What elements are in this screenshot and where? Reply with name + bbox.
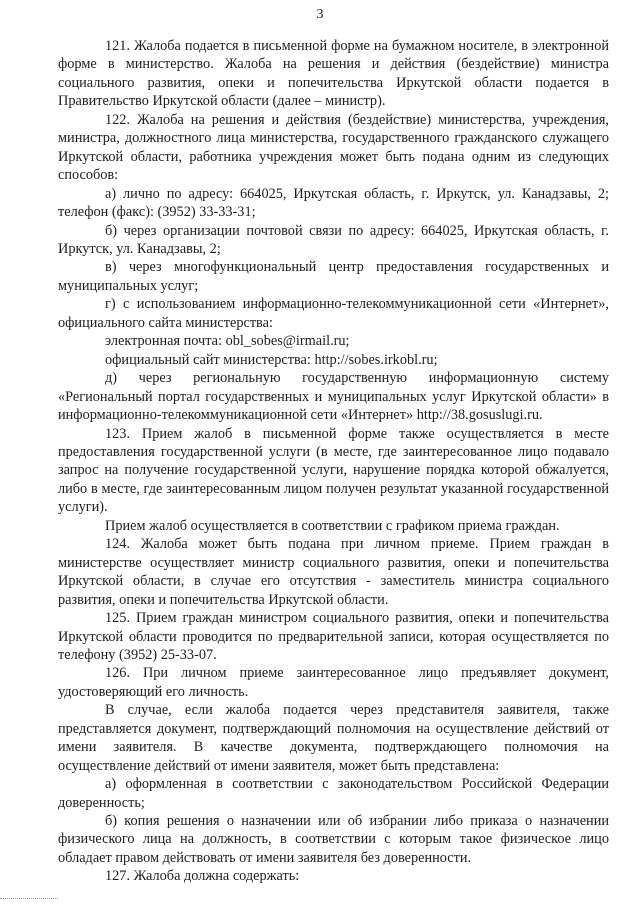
paragraph-126: 126. При личном приеме заинтересованное лицо предъявляет документ, удостоверяющий его личность. <box>58 665 609 700</box>
paragraph-125: 125. Прием граждан министром социального развития, опеки и попечительства Иркутской области проводится по предварительной записи, которая осуществляется по телефону (3952) 25-33-07. <box>58 610 609 663</box>
paragraph-123-schedule: Прием жалоб осуществляется в соответствии с графиком приема граждан. <box>105 517 560 534</box>
paragraph-123: 123. Прием жалоб в письменной форме также осуществляется в месте предоставления государственной услуги (в месте, где заинтересованное лицо подавало запрос на получение государственной услуги, нарушение порядка которой обжалуется, либо в месте, где заинтересованным лицом получен результат указанной государственной услуги). <box>58 425 609 516</box>
paragraph-127: 127. Жалоба должна содержать: <box>105 868 300 885</box>
paragraph-122-d: г) с использованием информационно-телекоммуникационной сети «Интернет», официального сайта министерства: <box>58 296 609 331</box>
paragraph-122-b: б) через организации почтовой связи по адресу: 664025, Иркутская область, г. Иркутск, ул. Канадзавы, 2; <box>58 222 609 257</box>
paragraph-122-c: в) через многофункциональный центр предоставления государственных и муниципальных услуг; <box>58 259 609 294</box>
document-body <box>58 37 609 886</box>
paragraph-122: 122. Жалоба на решения и действия (бездействие) министерства, учреждения, министра, должностного лица министерства, государственного гражданского служащего Иркутской области, работника учреждения может быть подана одним из следующих способов: <box>58 111 609 184</box>
paragraph-126-representative: В случае, если жалоба подается через представителя заявителя, также представляется документ, подтверждающий полномочия на осуществление действий от имени заявителя. В качестве документа, подтверждающего полномочия на осуществление действий от имени заявителя, может быть представлена: <box>58 702 609 774</box>
footer-divider <box>0 898 58 899</box>
paragraph-122-e: д) через региональную государственную информационную систему «Региональный портал государственных и муниципальных услуг Иркутской области» в информационно-телекоммуникационной сети «Интернет» http://38.gosuslugi.ru. <box>58 370 609 424</box>
paragraph-126-b: б) копия решения о назначении или об избрании либо приказа о назначении физического лица на должность, в соответствии с которым такое физическое лицо обладает правом действовать от имени заявителя без доверенности. <box>58 813 609 866</box>
paragraph-email: электронная почта: obl_sobes@irmail.ru; <box>105 333 350 350</box>
paragraph-121: 121. Жалоба подается в письменной форме на бумажном носителе, в электронной форме в министерство. Жалоба на решения и действия (бездействие) министра социального развития, опеки и попечительства Иркутской области подается в Правительство Иркутской области (далее – министр). <box>58 38 609 110</box>
paragraph-122-a: а) лично по адресу: 664025, Иркутская область, г. Иркутск, ул. Канадзавы, 2; телефон (факс): (3952) 33-33-31; <box>58 185 609 221</box>
paragraph-124: 124. Жалоба может быть подана при личном приеме. Прием граждан в министерстве осуществляет министр социального развития, опеки и попечительства Иркутской области, в случае его отсутствия - заместитель министра социального развития, опеки и попечительства Иркутской области. <box>58 536 609 608</box>
page-number: 3 <box>316 7 324 22</box>
paragraph-126-a: а) оформленная в соответствии с законодательством Российской Федерации доверенность; <box>58 776 609 811</box>
paragraph-website: официальный сайт министерства: http://sobes.irkobl.ru; <box>105 351 438 368</box>
